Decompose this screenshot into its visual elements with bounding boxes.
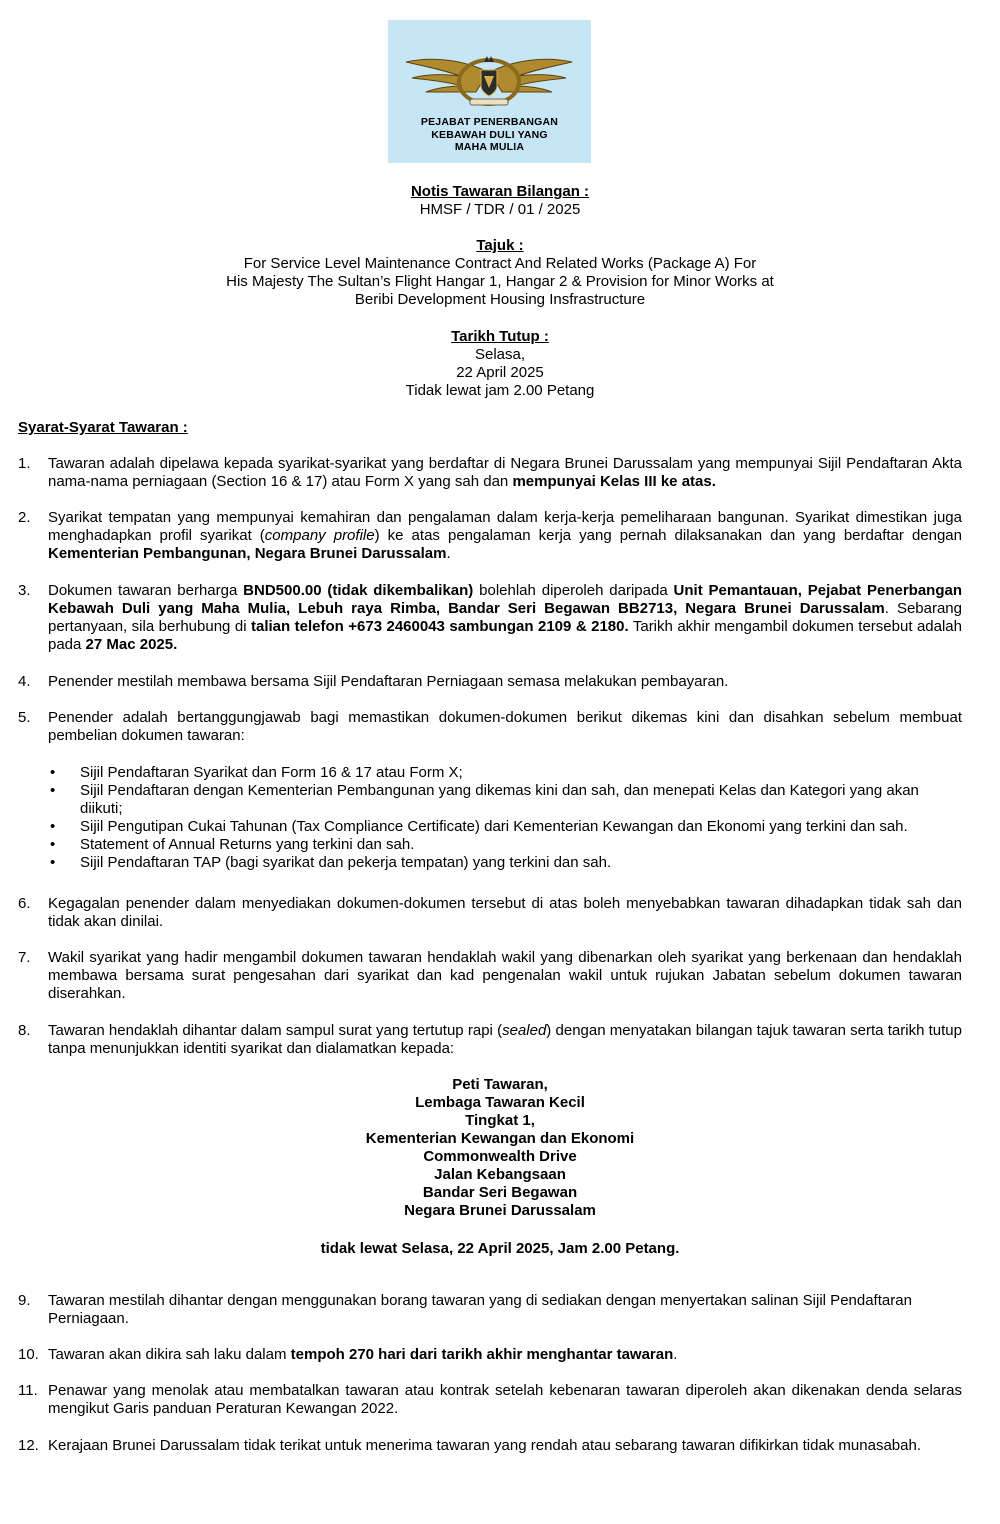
address-line: Bandar Seri Begawan	[422, 1184, 578, 1201]
condition-item	[18, 455, 962, 491]
bullet-icon: •	[50, 854, 56, 871]
title-section	[0, 237, 1000, 309]
bullet-item: • Sijil Pendaftaran Syarikat dan Form 16 & 17 atau Form X;	[50, 764, 463, 781]
item-number: 5.	[18, 709, 31, 726]
bullet-icon: •	[50, 818, 56, 835]
notice-number-label: Notis Tawaran Bilangan :	[410, 183, 590, 200]
item-text: Kegagalan penender dalam menyediakan dokumen-dokumen tersebut di atas boleh menyebabkan tawaran dihadapkan tidak sah dan tidak akan dinilai.	[48, 895, 962, 930]
notice-header	[0, 183, 1000, 219]
closing-day: Selasa,	[474, 346, 526, 363]
item-text: . Sebarang pertanyaan, sila berhubung di	[48, 600, 962, 635]
item-text: ) ke atas pengalaman kerja yang pernah dilaksanakan dan yang berdaftar dengan	[374, 527, 962, 544]
item-text: bolehlah diperoleh daripada	[473, 582, 674, 599]
item-text: Penawar yang menolak atau membatalkan tawaran atau kontrak setelah kebenaran tawaran diperoleh akan dikenakan denda selaras mengikut Garis panduan Peraturan Kewangan 2022.	[48, 1382, 962, 1417]
item-number: 2.	[18, 509, 31, 526]
item-text: Syarikat tempatan yang mempunyai kemahiran dan pengalaman dalam kerja-kerja pemeliharaan bangunan. Syarikat dimestikan juga menghadapkan profil syarikat (	[48, 509, 962, 544]
address-line: Commonwealth Drive	[423, 1148, 577, 1165]
item-number: 9.	[18, 1292, 31, 1309]
item-number: 7.	[18, 949, 31, 966]
item-text: Tawaran akan dikira sah laku dalam	[48, 1346, 291, 1363]
title-label: Tajuk :	[476, 237, 524, 254]
item-text: Tawaran mestilah dihantar dengan menggunakan borang tawaran yang di sediakan dengan menyertakan salinan Sijil Pendaftaran Perniagaan.	[48, 1292, 912, 1327]
item-text: Wakil syarikat yang hadir mengambil dokumen tawaran hendaklah wakil yang dibenarkan oleh syarikat yang berkenaan dan hendaklah membawa bersama surat pengesahan dari syarikat dan kad pengenalan wakil untuk rujukan Jabatan sebelum dokumen tawaran diserahkan.	[48, 949, 962, 1002]
address-line: Peti Tawaran,	[452, 1076, 548, 1093]
item-text-italic: sealed	[502, 1022, 547, 1039]
item-text: Tarikh akhir mengambil dokumen tersebut adalah pada	[48, 618, 962, 653]
item-number: 12.	[18, 1437, 39, 1454]
item-text-italic: company profile	[264, 527, 375, 544]
notice-number: HMSF / TDR / 01 / 2025	[419, 201, 581, 218]
wings-crest-icon	[404, 42, 574, 112]
bullet-item: • Statement of Annual Returns yang terkini dan sah.	[50, 836, 415, 853]
item-text: Tawaran hendaklah dihantar dalam sampul surat yang tertutup rapi (	[48, 1022, 503, 1039]
condition-item	[18, 509, 962, 563]
item-text: .	[446, 545, 451, 562]
condition-item	[18, 1346, 962, 1364]
address-line: Lembaga Tawaran Kecil	[415, 1094, 585, 1111]
item-text-bold: 27 Mac 2025.	[85, 636, 178, 653]
item-text: Dokumen tawaran berharga	[48, 582, 244, 599]
item-number: 8.	[18, 1022, 31, 1039]
item-text: .	[673, 1346, 678, 1363]
item-text-bold: tempoh 270 hari dari tarikh akhir menghantar tawaran	[290, 1346, 674, 1363]
bullet-item: • Sijil Pengutipan Cukai Tahunan (Tax Compliance Certificate) dari Kementerian Kewangan dan Ekonomi yang terkini dan sah.	[50, 818, 908, 835]
condition-item	[18, 1437, 962, 1455]
bullet-icon: •	[50, 836, 56, 853]
address-line: Tingkat 1,	[465, 1112, 535, 1129]
bullet-item: • Sijil Pendaftaran TAP (bagi syarikat dan pekerja tempatan) yang terkini dan sah.	[50, 854, 612, 871]
title-line: For Service Level Maintenance Contract And Related Works (Package A) For	[243, 255, 757, 272]
item-text-bold: mempunyai Kelas III ke atas.	[512, 473, 716, 490]
item-number: 4.	[18, 673, 31, 690]
item-number: 10.	[18, 1346, 39, 1363]
condition-item	[18, 1022, 962, 1058]
closing-date-section	[0, 328, 1000, 400]
title-line: Beribi Development Housing Insfrastructure	[354, 291, 646, 308]
bullet-icon: •	[50, 782, 56, 799]
conditions-heading: Syarat-Syarat Tawaran :	[18, 419, 188, 436]
logo-line-3: MAHA MULIA	[454, 141, 525, 153]
item-text-bold: BND500.00 (tidak dikembalikan)	[243, 582, 474, 599]
condition-item	[18, 1382, 962, 1418]
deadline-note: tidak lewat Selasa, 22 April 2025, Jam 2.00 Petang.	[320, 1240, 680, 1257]
submission-address	[0, 1076, 1000, 1220]
address-line: Jalan Kebangsaan	[434, 1166, 566, 1183]
condition-item	[18, 673, 962, 691]
condition-item	[18, 1292, 962, 1328]
item-number: 6.	[18, 895, 31, 912]
item-number: 11.	[18, 1382, 38, 1399]
item-text: Penender mestilah membawa bersama Sijil Pendaftaran Perniagaan semasa melakukan pembayaran.	[48, 673, 729, 690]
item-text-bold: talian telefon +673 2460043 sambungan 2109 & 2180.	[250, 618, 629, 635]
logo-line-1: PEJABAT PENERBANGAN	[420, 116, 559, 128]
item-text: ) dengan menyatakan bilangan tajuk tawaran serta tarikh tutup tanpa menunjukkan identiti syarikat dan dialamatkan kepada:	[48, 1022, 962, 1057]
address-line: Negara Brunei Darussalam	[404, 1202, 596, 1219]
condition-item	[18, 895, 962, 931]
item-number: 3.	[18, 582, 31, 599]
item-number: 1.	[18, 455, 31, 472]
item-text: Penender adalah bertanggungjawab bagi memastikan dokumen-dokumen berikut dikemas kini dan disahkan sebelum membuat pembelian dokumen tawaran:	[48, 709, 962, 744]
address-line: Kementerian Kewangan dan Ekonomi	[365, 1130, 635, 1147]
title-line: His Majesty The Sultan’s Flight Hangar 1, Hangar 2 & Provision for Minor Works at	[226, 273, 774, 290]
bullet-icon: •	[50, 764, 56, 781]
item-text: Kerajaan Brunei Darussalam tidak terikat untuk menerima tawaran yang rendah atau sebarang tawaran difikirkan tidak munasabah.	[48, 1437, 921, 1454]
bullet-item: • Sijil Pendaftaran dengan Kementerian Pembangunan yang dikemas kini dan sah, dan menepati Kelas dan Kategori yang akan diikuti;	[50, 782, 919, 817]
document-bullet-list	[48, 764, 962, 872]
item-text: Tawaran adalah dipelawa kepada syarikat-syarikat yang berdaftar di Negara Brunei Darussalam yang mempunyai Sijil Pendaftaran Akta nama-nama perniagaan (Section 16 & 17) atau Form X yang sah dan	[48, 455, 962, 490]
condition-item	[18, 582, 962, 654]
logo-line-2: KEBAWAH DULI YANG	[431, 128, 548, 141]
condition-item	[18, 709, 962, 745]
closing-time: Tidak lewat jam 2.00 Petang	[405, 382, 595, 399]
condition-item	[18, 949, 962, 1003]
closing-date-label: Tarikh Tutup :	[451, 328, 549, 345]
item-text-bold: Unit Pemantauan, Pejabat Penerbangan Kebawah Duli yang Maha Mulia, Lebuh raya Rimba, Bandar Seri Begawan BB2713, Negara Brunei Darussalam	[48, 582, 962, 617]
agency-logo	[388, 20, 591, 163]
closing-date: 22 April 2025	[456, 364, 544, 381]
item-text-bold: Kementerian Pembangunan, Negara Brunei Darussalam	[48, 545, 447, 562]
